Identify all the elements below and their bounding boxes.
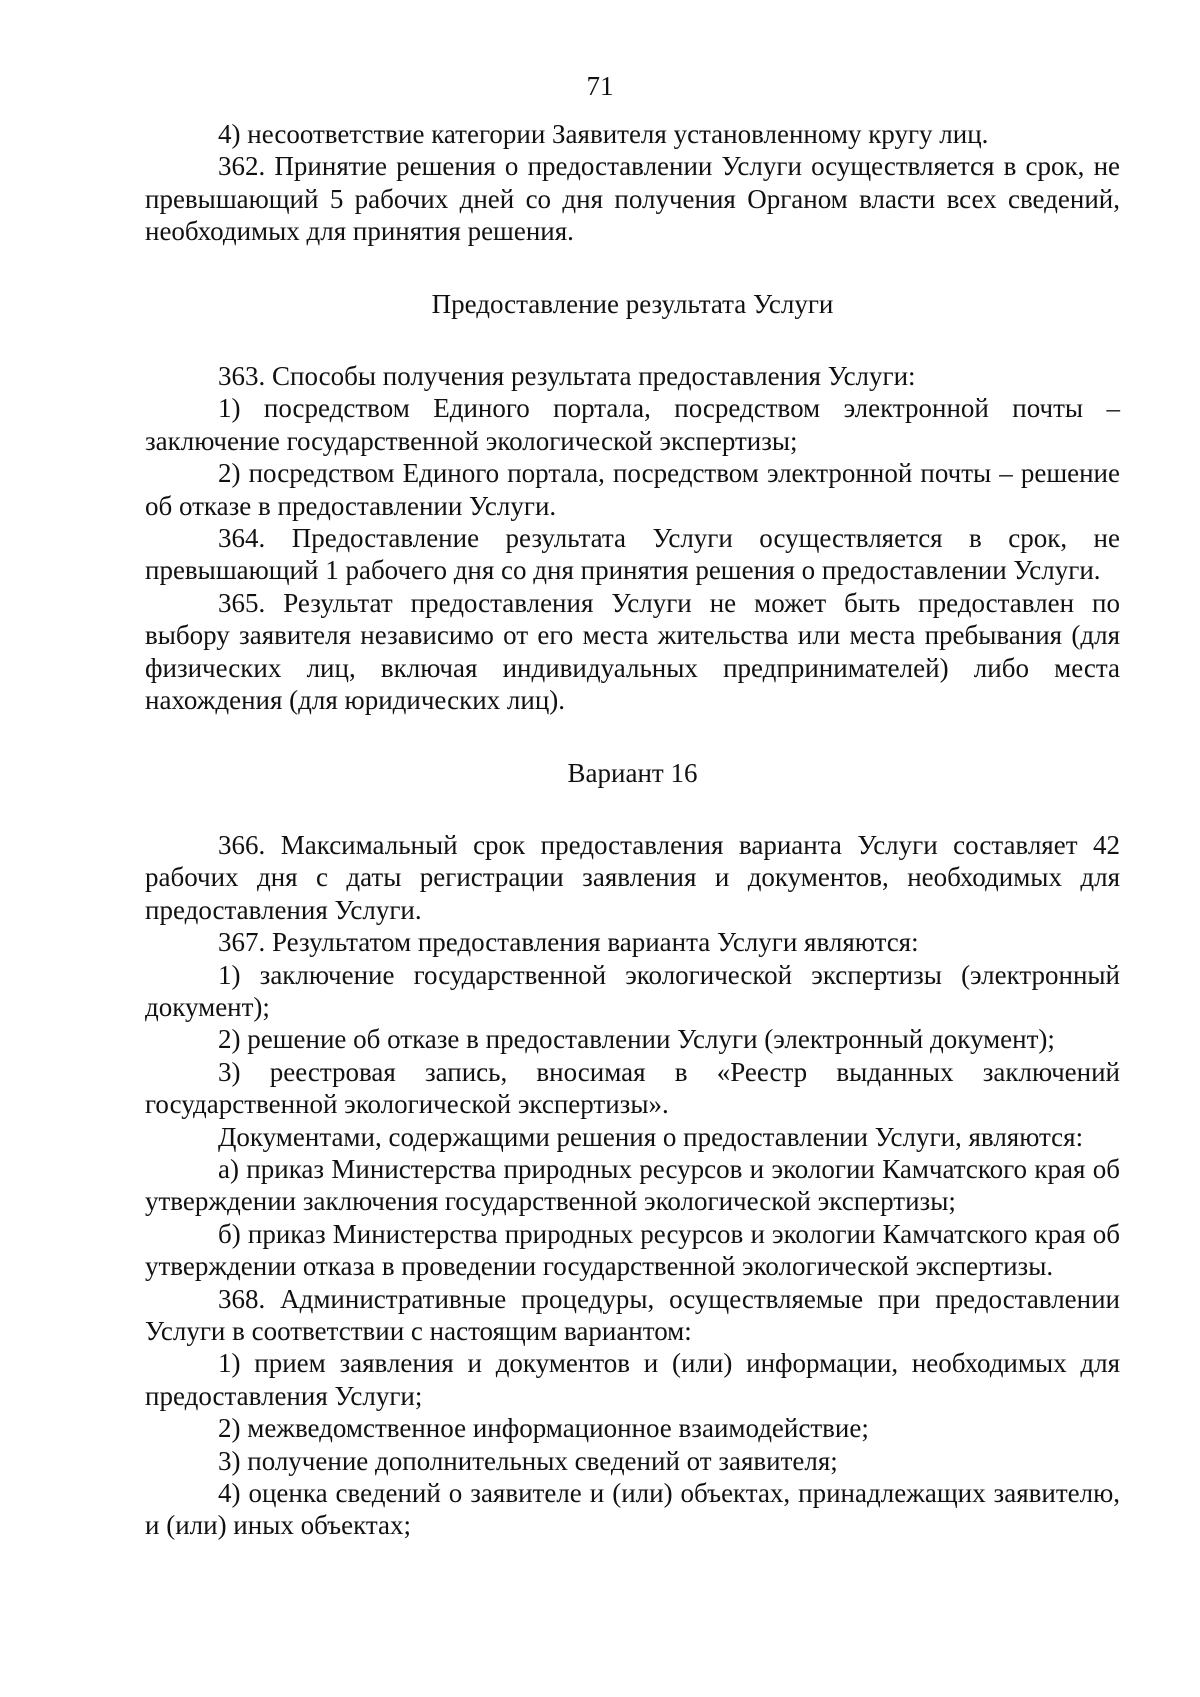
paragraph-365: 365. Результат предоставления Услуги не может быть предоставлен по выбору заявителя независимо от его места жительства или места пребывания (для физических лиц, включая индивидуальных предпринимателей) либо места нахождения (для юридических лиц). — [145, 587, 1120, 716]
paragraph-367: 367. Результатом предоставления варианта Услуги являются: — [218, 927, 919, 958]
page-number: 71 — [586, 71, 614, 101]
document-body — [145, 118, 1120, 1542]
paragraph-363-item-1: 1) посредством Единого портала, посредством электронной почты – заключение государственной экологической экспертизы; — [145, 393, 1120, 456]
paragraph-368-item-4: 4) оценка сведений о заявителе и (или) объектах, принадлежащих заявителю, и (или) иных объектах; — [145, 1478, 1120, 1541]
paragraph-367-item-2: 2) решение об отказе в предоставлении Услуги (электронный документ); — [218, 1024, 1055, 1055]
paragraph-368-item-3: 3) получение дополнительных сведений от заявителя; — [218, 1445, 838, 1476]
paragraph-364: 364. Предоставление результата Услуги осуществляется в срок, не превышающий 1 рабочего дня со дня принятия решения о предоставлении Услуги. — [145, 523, 1120, 586]
section-heading-result: Предоставление результата Услуги — [431, 288, 834, 319]
paragraph-368-item-2: 2) межведомственное информационное взаимодействие; — [218, 1413, 869, 1444]
paragraph-368-item-1: 1) прием заявления и документов и (или) информации, необходимых для предоставления Услуги; — [145, 1348, 1120, 1411]
paragraph-362: 362. Принятие решения о предоставлении Услуги осуществляется в срок, не превышающий 5 рабочих дней со дня получения Органом власти всех сведений, необходимых для принятия решения. — [145, 151, 1120, 247]
paragraph-documents-item-a: а) приказ Министерства природных ресурсов и экологии Камчатского края об утверждении заключения государственной экологической экспертизы; — [145, 1153, 1120, 1217]
section-heading-variant-16: Вариант 16 — [567, 757, 698, 788]
paragraph-item-4: 4) несоответствие категории Заявителя установленному кругу лиц. — [218, 119, 989, 149]
paragraph-documents: Документами, содержащими решения о предоставлении Услуги, являются: — [218, 1121, 1084, 1152]
paragraph-366: 366. Максимальный срок предоставления варианта Услуги составляет 42 рабочих дня с даты регистрации заявления и документов, необходимых для предоставления Услуги. — [145, 829, 1120, 925]
paragraph-363-item-2: 2) посредством Единого портала, посредством электронной почты – решение об отказе в предоставлении Услуги. — [145, 458, 1120, 521]
paragraph-363: 363. Способы получения результата предоставления Услуги: — [218, 361, 916, 392]
paragraph-367-item-3: 3) реестровая запись, вносимая в «Реестр выданных заключений государственной экологической экспертизы». — [145, 1056, 1120, 1120]
paragraph-documents-item-b: б) приказ Министерства природных ресурсов и экологии Камчатского края об утверждении отказа в проведении государственной экологической экспертизы. — [145, 1218, 1120, 1282]
paragraph-368: 368. Административные процедуры, осуществляемые при предоставлении Услуги в соответствии с настоящим вариантом: — [145, 1283, 1120, 1346]
paragraph-367-item-1: 1) заключение государственной экологической экспертизы (электронный документ); — [145, 959, 1120, 1022]
